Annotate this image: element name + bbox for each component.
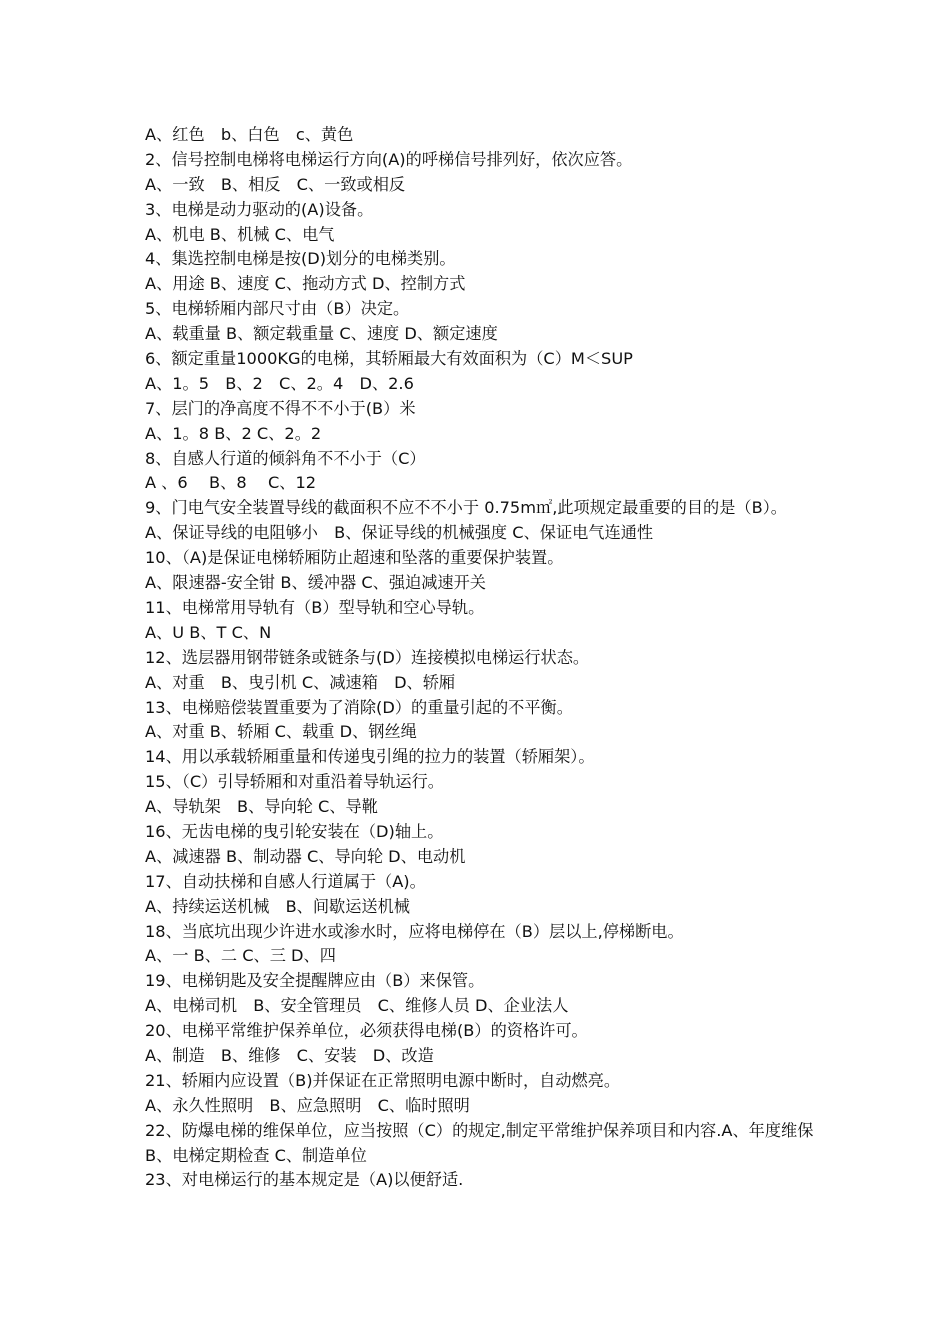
answer-options-line: A、导轨架 B、导向轮 C、导靴 [145, 797, 378, 817]
answer-options-line: A、U B、T C、N [145, 622, 272, 642]
answer-options-line: A、一 B、二 C、三 D、四 [145, 946, 336, 966]
answer-options-line: A 、6 B、8 C、12 [145, 473, 317, 493]
answer-options-line: A、1。5 B、2 C、2。4 D、2.6 [145, 373, 414, 393]
question-line: 14、用以承载轿厢重量和传递曳引绳的拉力的装置（轿厢架）。 [145, 747, 595, 767]
question-line: 2、信号控制电梯将电梯运行方向(A)的呼梯信号排列好，依次应答。 [145, 149, 633, 169]
question-line: 15、（C）引导轿厢和对重沿着导轨运行。 [145, 772, 444, 792]
answer-options-line: A、一致 B、相反 C、一致或相反 [145, 174, 406, 194]
answer-options-line: A、电梯司机 B、安全管理员 C、维修人员 D、企业法人 [145, 996, 569, 1016]
question-line: 13、电梯赔偿装置重要为了消除(D）的重量引起的不平衡。 [145, 697, 573, 717]
question-line: 4、集选控制电梯是按(D)划分的电梯类别。 [145, 249, 456, 269]
answer-options-line: A、减速器 B、制动器 C、导向轮 D、电动机 [145, 846, 466, 866]
answer-options-line: A、永久性照明 B、应急照明 C、临时照明 [145, 1095, 470, 1115]
answer-options-line: A、机电 B、机械 C、电气 [145, 224, 335, 244]
answer-options-line: A、用途 B、速度 C、拖动方式 D、控制方式 [145, 274, 466, 294]
question-line: 10、（A)是保证电梯轿厢防止超速和坠落的重要保护装置。 [145, 548, 564, 568]
text-line: A、红色 b、白色 c、黄色 [145, 125, 354, 144]
answer-options-line: A、对重 B、轿厢 C、载重 D、钢丝绳 [145, 722, 417, 742]
question-line: 23、对电梯运行的基本规定是（A)以便舒适. [145, 1170, 464, 1190]
answer-options-line: A、保证导线的电阻够小 B、保证导线的机械强度 C、保证电气连通性 [145, 523, 654, 543]
answer-options-line: A、持续运送机械 B、间歇运送机械 [145, 896, 410, 916]
question-line: 16、无齿电梯的曳引轮安装在（D)轴上。 [145, 821, 444, 841]
answer-options-line: A、对重 B、曳引机 C、减速箱 D、轿厢 [145, 672, 456, 692]
question-line: 12、选层器用钢带链条或链条与(D）连接模拟电梯运行状态。 [145, 647, 590, 667]
question-line: 5、电梯轿厢内部尺寸由（B）决定。 [145, 299, 410, 319]
question-line: 11、电梯常用导轨有（B）型导轨和空心导轨。 [145, 597, 485, 617]
answer-options-line: A、制造 B、维修 C、安装 D、改造 [145, 1045, 434, 1065]
question-line: 8、自感人行道的倾斜角不不小于（C） [145, 448, 426, 468]
answer-options-line: A、限速器-安全钳 B、缓冲器 C、强迫减速开关 [145, 573, 486, 593]
question-line: 21、轿厢内应设置（B)并保证在正常照明电源中断时，自动燃亮。 [145, 1070, 621, 1090]
question-line: 7、层门的净高度不得不不小于(B）米 [145, 398, 416, 418]
question-line: 20、电梯平常维护保养单位，必须获得电梯(B）的资格许可。 [145, 1021, 588, 1041]
question-line: 17、自动扶梯和自感人行道属于（A)。 [145, 871, 426, 891]
question-line: 6、额定重量1000KG的电梯，其轿厢最大有效面积为（C）M＜SUP [145, 349, 633, 369]
answer-options-line: A、载重量 B、额定载重量 C、速度 D、额定速度 [145, 324, 498, 344]
question-line: 19、电梯钥匙及安全提醒牌应由（B）来保管。 [145, 971, 485, 991]
question-line: 18、当底坑出现少许进水或渗水时，应将电梯停在（B）层以上,停梯断电。 [145, 921, 684, 941]
answer-options-line: A、1。8 B、2 C、2。2 [145, 423, 322, 443]
question-line: 3、电梯是动力驱动的(A)设备。 [145, 199, 374, 219]
question-line: 9、门电气安全装置导线的截面积不应不不小于 0.75m㎡,此项规定最重要的目的是（B）。 [145, 498, 787, 518]
question-line: 22、防爆电梯的维保单位，应当按照（C）的规定,制定平常维护保养项目和内容.A、年度维保 B、电梯定期检查 C、制造单位 [145, 1120, 814, 1165]
